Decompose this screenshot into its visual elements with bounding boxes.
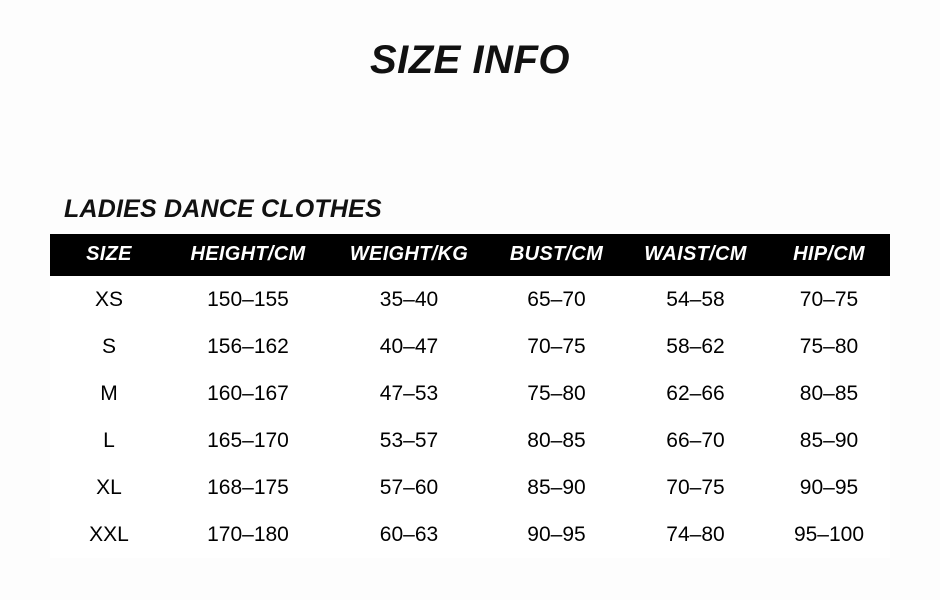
column-header-weight: WEIGHT/KG — [328, 234, 490, 276]
cell-height: 150–155 — [168, 276, 328, 323]
cell-waist: 58–62 — [623, 323, 768, 370]
cell-size: XS — [50, 276, 168, 323]
table-row — [50, 464, 890, 511]
cell-hip: 85–90 — [768, 417, 890, 464]
cell-bust: 75–80 — [490, 370, 623, 417]
column-header-waist: WAIST/CM — [623, 234, 768, 276]
cell-waist: 54–58 — [623, 276, 768, 323]
cell-weight: 40–47 — [328, 323, 490, 370]
cell-size: M — [50, 370, 168, 417]
cell-height: 160–167 — [168, 370, 328, 417]
cell-height: 168–175 — [168, 464, 328, 511]
cell-waist: 70–75 — [623, 464, 768, 511]
cell-bust: 80–85 — [490, 417, 623, 464]
cell-weight: 35–40 — [328, 276, 490, 323]
cell-waist: 62–66 — [623, 370, 768, 417]
table-row — [50, 511, 890, 558]
cell-height: 156–162 — [168, 323, 328, 370]
cell-hip: 90–95 — [768, 464, 890, 511]
table-row — [50, 276, 890, 323]
cell-size: S — [50, 323, 168, 370]
table-row — [50, 370, 890, 417]
page-title: SIZE INFO — [369, 38, 571, 82]
cell-weight: 60–63 — [328, 511, 490, 558]
cell-size: XXL — [50, 511, 168, 558]
section-title: LADIES DANCE CLOTHES — [64, 195, 382, 223]
cell-bust: 70–75 — [490, 323, 623, 370]
table-row — [50, 417, 890, 464]
cell-bust: 85–90 — [490, 464, 623, 511]
size-chart-table — [50, 234, 890, 558]
column-header-height: HEIGHT/CM — [168, 234, 328, 276]
cell-bust: 90–95 — [490, 511, 623, 558]
cell-hip: 75–80 — [768, 323, 890, 370]
cell-weight: 57–60 — [328, 464, 490, 511]
table-body — [50, 276, 890, 558]
table-header-row — [50, 234, 890, 276]
column-header-bust: BUST/CM — [490, 234, 623, 276]
cell-size: XL — [50, 464, 168, 511]
column-header-hip: HIP/CM — [768, 234, 890, 276]
cell-weight: 47–53 — [328, 370, 490, 417]
size-table-container — [50, 234, 890, 558]
cell-waist: 74–80 — [623, 511, 768, 558]
cell-height: 165–170 — [168, 417, 328, 464]
cell-hip: 95–100 — [768, 511, 890, 558]
cell-size: L — [50, 417, 168, 464]
cell-height: 170–180 — [168, 511, 328, 558]
table-row — [50, 323, 890, 370]
cell-weight: 53–57 — [328, 417, 490, 464]
column-header-size: SIZE — [50, 234, 168, 276]
table-header — [50, 234, 890, 276]
cell-hip: 70–75 — [768, 276, 890, 323]
cell-bust: 65–70 — [490, 276, 623, 323]
cell-hip: 80–85 — [768, 370, 890, 417]
cell-waist: 66–70 — [623, 417, 768, 464]
